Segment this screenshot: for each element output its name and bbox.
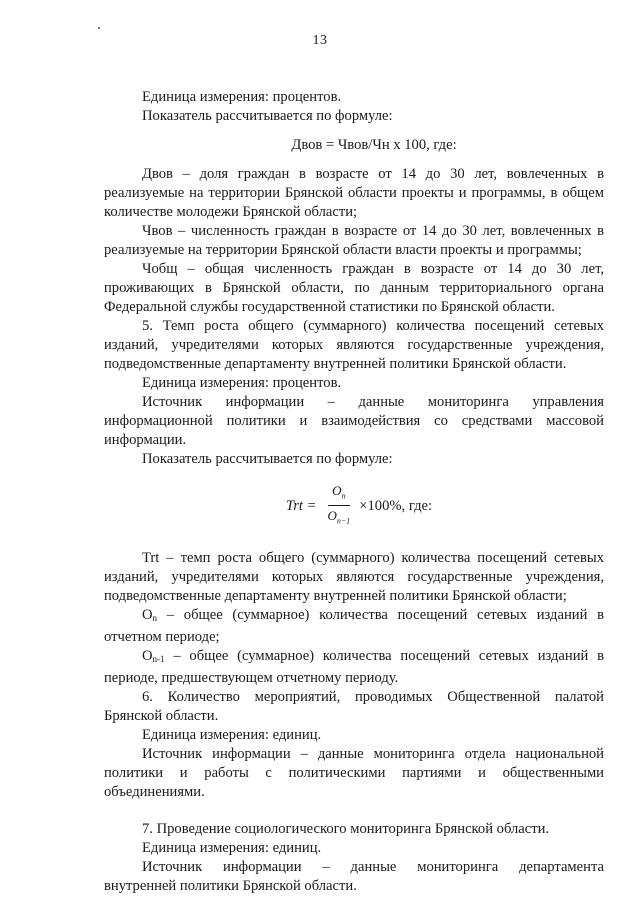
information-source-line-2: внутренней политики Брянской области.	[104, 878, 357, 895]
item-7-heading: 7. Проведение социологического мониторинга Брянской области.	[142, 821, 550, 838]
unit-of-measure: Единица измерения: единиц.	[142, 727, 322, 744]
formula-intro: Показатель рассчитывается по формуле:	[142, 451, 393, 467]
information-source: Источник информации – данные мониторинга отдела национальной политики и работы с политическими партиями и общественными объединениями.	[104, 746, 604, 801]
formula-lhs: Trt =	[285, 497, 317, 514]
definition-chvov: Чвов – численность граждан в возрасте от 14 до 30 лет, вовлеченных в реализуемые на территории Брянской области власти проекты и программы;	[104, 223, 604, 258]
item-5-heading: 5. Темп роста общего (суммарного) количества посещений сетевых изданий, учредителями которых являются государственные учреждения, подведомственные департаменту внутренней политики Брянской области.	[104, 318, 604, 372]
definition-on-1: Оn-1 – общее (суммарное) количества посещений сетевых изданий в периоде, предшествующем отчетному периоду.	[104, 648, 604, 687]
information-source: Источник информации – данные мониторинга управления информационной политики и взаимодействия со средствами массовой информации.	[104, 394, 604, 448]
formula-numerator: $O_n$	[328, 483, 349, 506]
formula-trt	[104, 483, 604, 529]
unit-of-measure: Единица измерения: процентов.	[142, 89, 342, 105]
formula-denominator: $O_{n-1}$	[327, 507, 351, 526]
item-6-heading: 6. Количество мероприятий, проводимых Общественной палатой Брянской области.	[104, 689, 604, 725]
unit-of-measure: Единица измерения: единиц.	[142, 840, 322, 857]
unit-of-measure: Единица измерения: процентов.	[142, 375, 342, 391]
definition-trt: Trt – темп роста общего (суммарного) количества посещений сетевых изданий, учредителями которых являются государственные учреждения, подведомственные департаменту внутренней политики Брянской области;	[104, 550, 604, 605]
document-body	[104, 88, 604, 896]
definition-dvov: Двов – доля граждан в возрасте от 14 до 30 лет, вовлеченных в реализуемые на территории Брянской области проекты и программы, в общем количестве молодежи Брянской области;	[104, 166, 604, 220]
page-number: 13	[312, 33, 328, 48]
information-source-line-1: Источник информации – данные мониторинга департамента	[142, 859, 604, 876]
formula-fraction	[323, 483, 354, 529]
formula-intro: Показатель рассчитывается по формуле:	[142, 108, 393, 124]
definition-on: Оn – общее (суммарное) количества посещений сетевых изданий в отчетном периоде;	[104, 607, 604, 646]
scan-speck	[98, 27, 100, 29]
formula-dvov: Двов = Чвов/Чн х 100, где:	[291, 137, 457, 153]
formula-rhs: ×100%, где:	[359, 497, 433, 514]
definition-chobsh: Чобщ – общая численность граждан в возрасте от 14 до 30 лет, проживающих в Брянской области, по данным территориального органа Федеральной службы государственной статистики по Брянской области.	[104, 261, 604, 315]
